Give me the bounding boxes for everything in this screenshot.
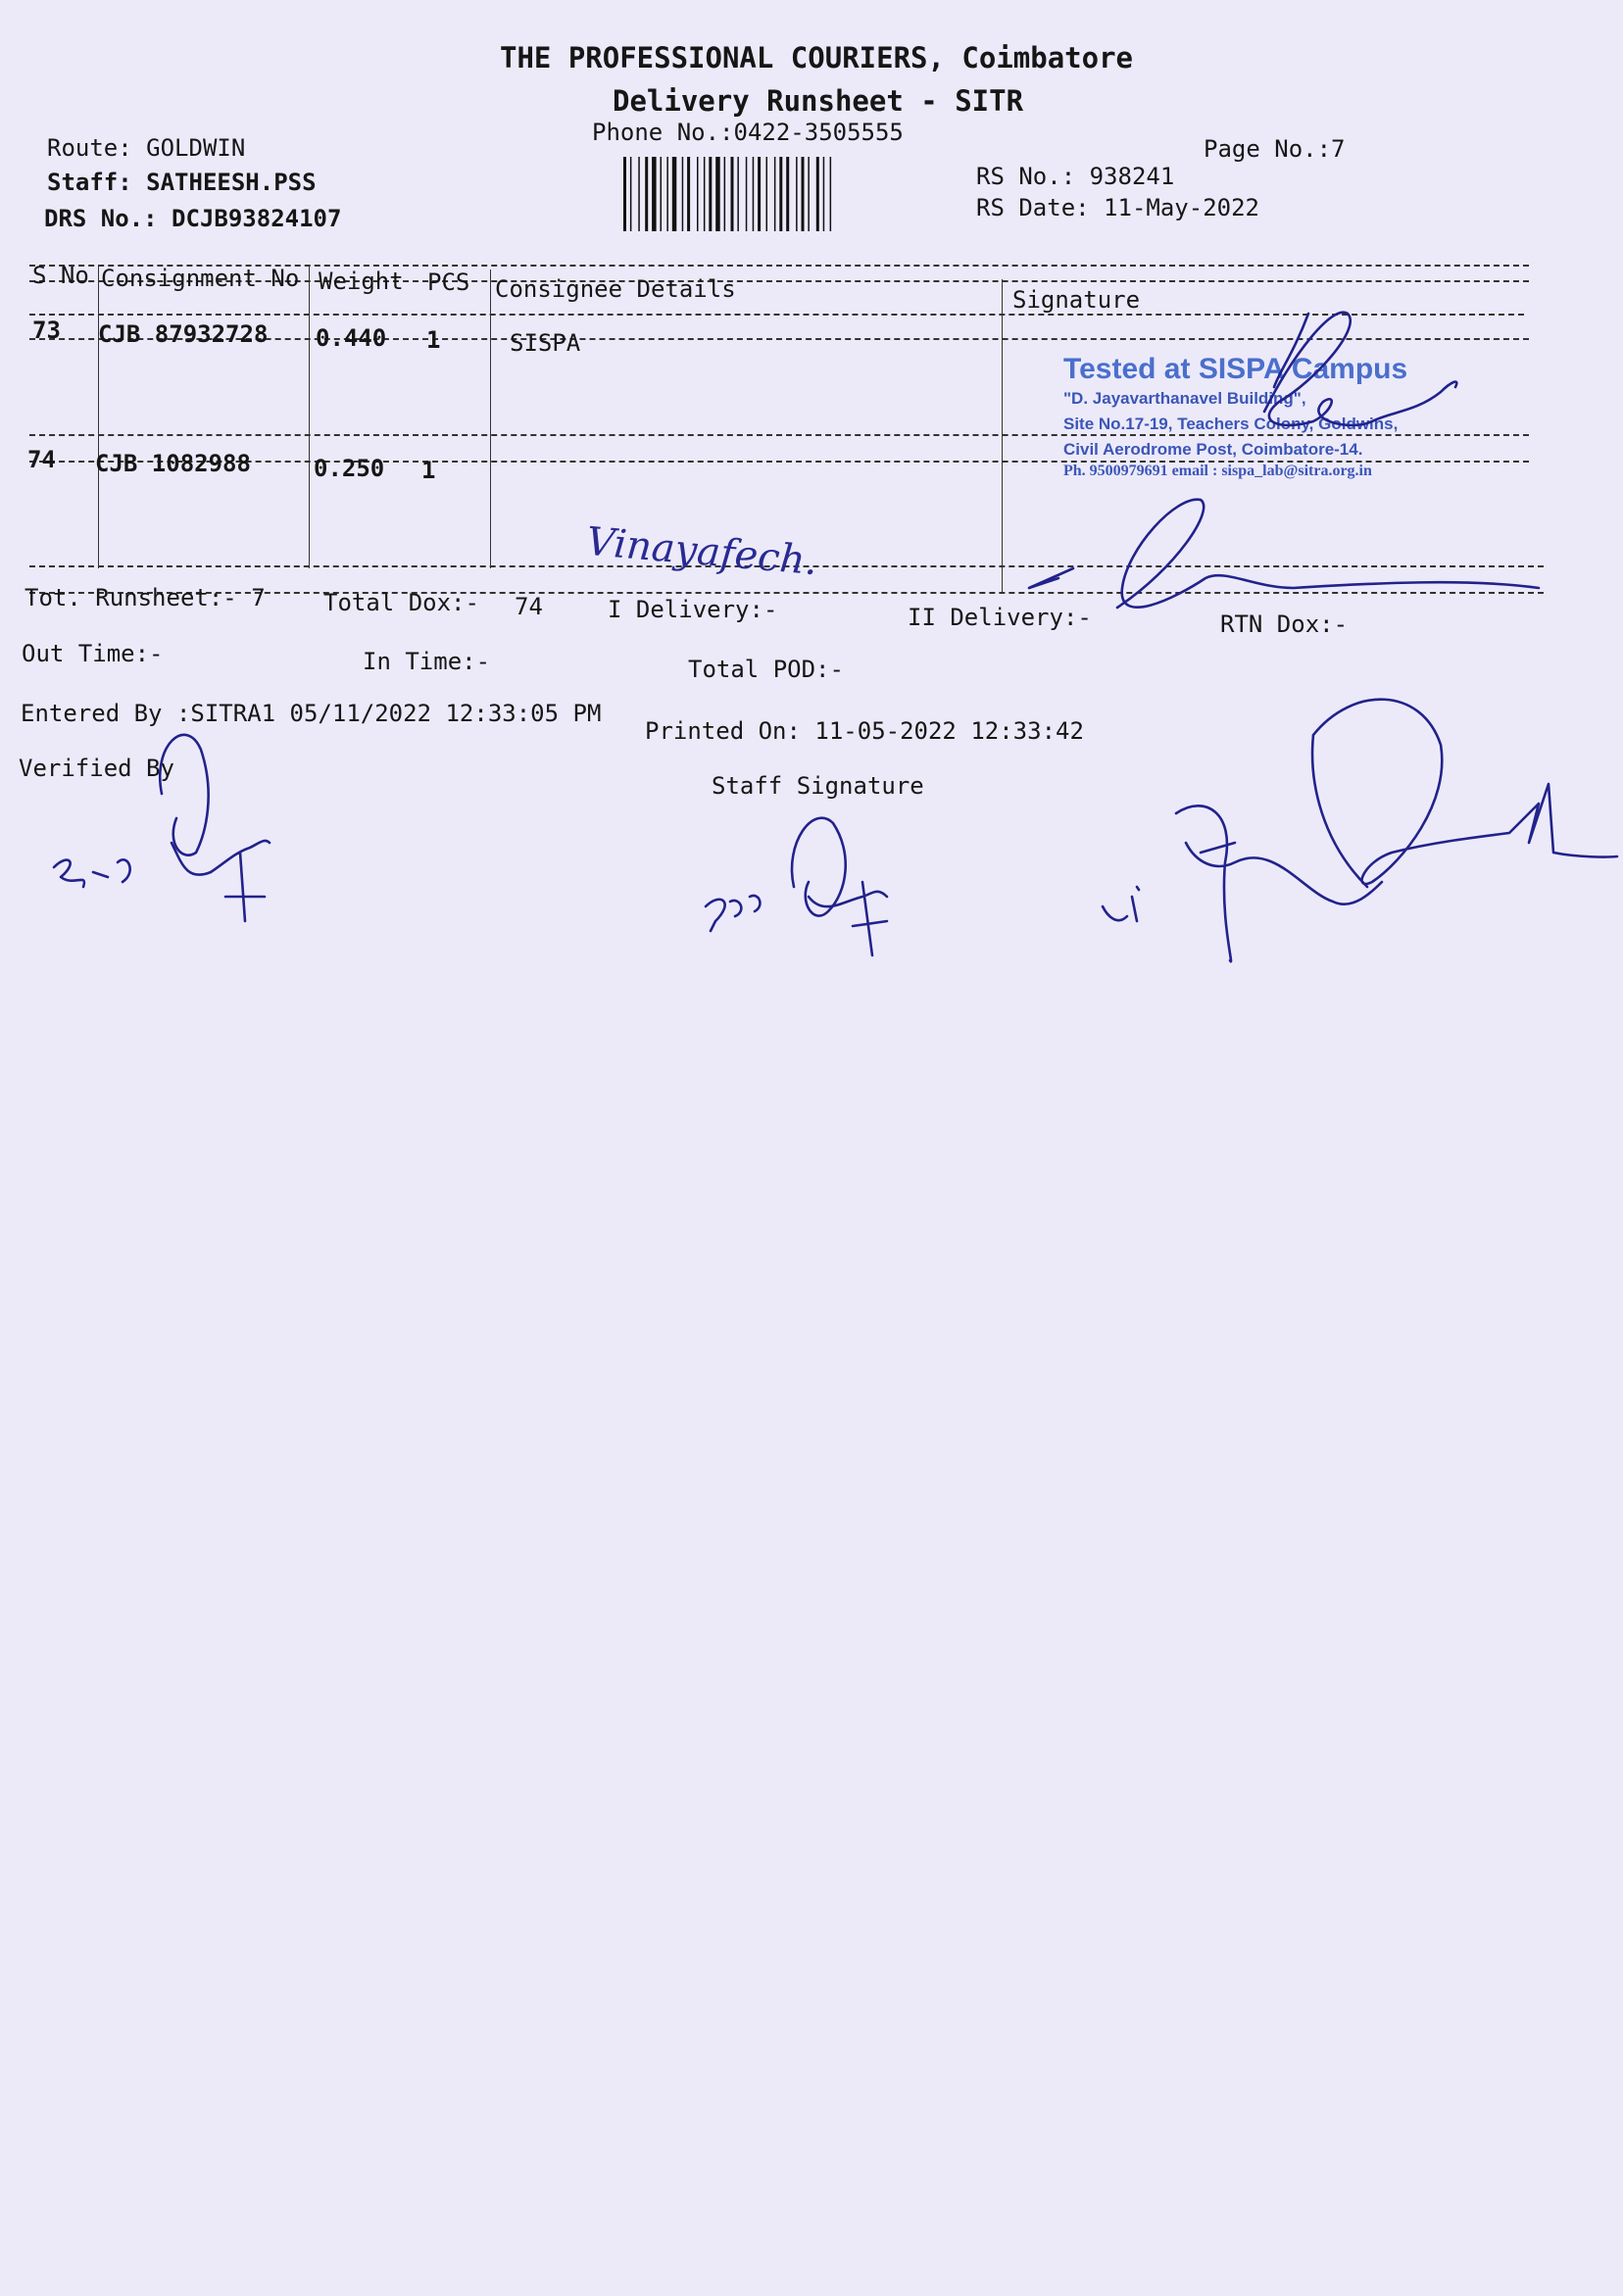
verified-by: Verified By [19,755,174,782]
large-signature [1313,700,1617,884]
rs-number-field [976,163,1174,190]
barcode-bar [645,157,648,231]
column-divider [490,269,491,568]
staff-label: Staff: [47,169,132,196]
header-weight: Weight [319,268,404,295]
large-signature-prefix [1103,887,1139,921]
verified-by-signature [160,735,208,855]
header-sno: S No [32,262,89,289]
total-runsheet: Tot. Runsheet:- 7 [25,584,266,611]
first-delivery: I Delivery:- [608,596,778,623]
staff-signature-label: Staff Signature [712,772,924,800]
barcode-bar [802,157,805,231]
barcode-bar [704,157,706,231]
route-field [47,134,245,162]
barcode-bar [786,157,789,231]
stamp-line: Site No.17-19, Teachers Colony, Goldwins, [1063,415,1399,433]
header-bottom-rule [29,314,1524,316]
row-consignee: SISPA [510,329,581,357]
rs-date-value: 11-May-2022 [1104,194,1259,221]
out-time: Out Time:- [22,640,164,667]
barcode-bar [687,157,690,231]
row-sno: 73 [32,317,61,344]
stamp-title: Tested at SISPA Campus [1063,353,1408,385]
barcode [623,157,906,231]
row-consignment: CJB 87932728 [98,320,269,348]
barcode-bar [682,157,684,231]
runsheet-subtitle: Delivery Runsheet - SITR [613,84,1024,118]
printed-on: Printed On: 11-05-2022 12:33:42 [645,717,1084,745]
barcode-bar [774,157,776,231]
barcode-bar [666,157,668,231]
page-number: Page No.:7 [1204,135,1346,163]
drs-label: DRS No.: [44,205,158,232]
second-delivery: II Delivery:- [908,604,1092,631]
staff-signature-text [706,882,887,955]
row-consignment: CJB 1082988 [95,450,251,477]
row-sno: 74 [27,446,56,473]
barcode-bar [779,157,782,231]
barcode-bar [758,157,761,231]
row-pcs: 1 [426,326,441,354]
barcode-bar [796,157,798,231]
rtn-dox: RTN Dox:- [1220,611,1349,638]
barcode-bar [638,157,640,231]
barcode-bar [715,157,720,231]
stamp-line: Civil Aerodrome Post, Coimbatore-14. [1063,440,1363,459]
barcode-bar [753,157,755,231]
verified-by-signature-text [54,841,270,921]
staff-signature [792,818,846,916]
staff-field [47,169,317,196]
barcode-bar [630,157,632,231]
handwritten-name: Vinayafech. [584,518,819,585]
stamp-phone: Ph. 9500979691 email : sispa_lab@sitra.org.in [1063,463,1372,479]
rs-number-value: 938241 [1089,163,1175,190]
row-weight: 0.250 [314,455,385,482]
header-consignee: Consignee Details [495,275,736,303]
total-dox-label: Total Dox:- [323,589,479,616]
barcode-bar [697,157,699,231]
barcode-bar [808,157,810,231]
barcode-bar [652,157,657,231]
header-pcs: PCS [427,269,470,296]
large-signature-stroke [1176,806,1382,961]
barcode-bar [661,157,663,231]
rs-date-label: RS Date: [976,194,1090,221]
barcode-bar [724,157,726,231]
row-pcs: 1 [421,457,436,484]
barcode-bar [623,157,626,231]
route-label: Route: [47,134,132,162]
phone-number: Phone No.:0422-3505555 [592,119,904,146]
stamp-line: "D. Jayavarthanavel Building", [1063,389,1306,408]
staff-value: SATHEESH.PSS [146,169,317,196]
header-consignment: Consignment No [101,265,300,292]
row-weight: 0.440 [316,324,387,352]
rs-date-field [976,194,1259,221]
total-pod: Total POD:- [688,656,844,683]
column-divider [309,267,310,568]
barcode-bar [830,157,832,231]
barcode-bar [746,157,748,231]
route-value: GOLDWIN [146,134,246,162]
barcode-bar [709,157,712,231]
sispa-stamp [1063,353,1475,480]
barcode-bar [816,157,819,231]
company-title: THE PROFESSIONAL COURIERS, Coimbatore [500,41,1134,74]
header-signature: Signature [1012,286,1141,314]
drs-field [44,205,341,232]
drs-value: DCJB93824107 [172,205,342,232]
entered-by: Entered By :SITRA1 05/11/2022 12:33:05 PM [21,700,602,727]
barcode-bar [731,157,734,231]
in-time: In Time:- [363,648,491,675]
barcode-bar [766,157,768,231]
rs-number-label: RS No.: [976,163,1076,190]
barcode-bar [672,157,677,231]
column-divider [1002,279,1003,593]
barcode-bar [737,157,739,231]
barcode-bar [823,157,825,231]
total-dox-value: 74 [515,593,543,620]
large-signature-stroke [1312,735,1367,887]
column-divider [98,265,99,568]
